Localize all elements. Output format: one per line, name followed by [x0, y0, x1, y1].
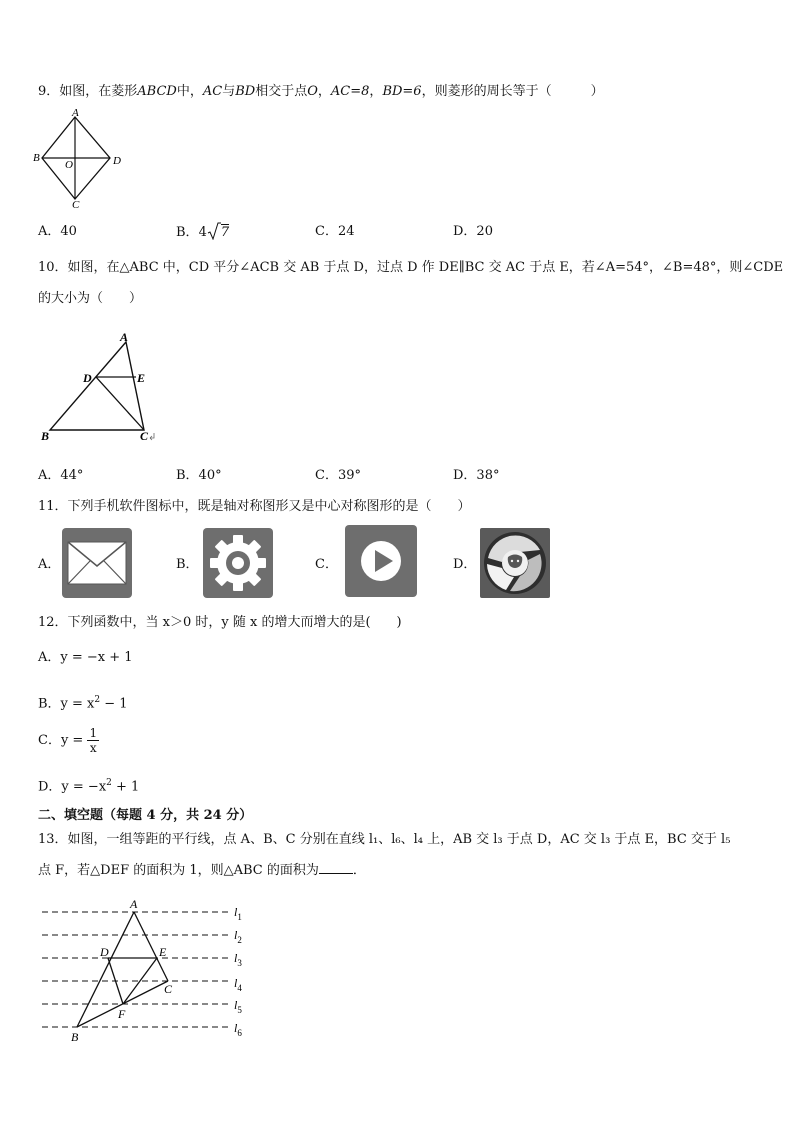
q9-text-part: ，则菱形的周长等于（ ） [421, 84, 604, 99]
exponent: 2 [94, 695, 101, 705]
play-icon[interactable] [345, 525, 417, 597]
label-l5: $l_5$ [234, 998, 242, 1015]
q12-option-d[interactable] [38, 773, 139, 797]
label-e: E [137, 371, 146, 385]
label-l3: $l_3$ [234, 951, 242, 968]
q9-text-part: ， [317, 84, 331, 99]
q9-text-part: 如图，在菱形 [59, 84, 138, 99]
q9-text-part: ABCD [137, 84, 177, 99]
gear-icon[interactable] [203, 528, 273, 598]
segment-ef [123, 958, 157, 1004]
question-13-line2 [38, 861, 366, 881]
q12-option-a[interactable]: A．y = −x + 1 [38, 650, 133, 665]
q10-option-b[interactable]: B．40° [176, 468, 222, 483]
section-title: 二、填空题（每题 4 分，共 24 分） [38, 808, 253, 823]
label-a: A [120, 330, 129, 344]
denominator: x [89, 741, 97, 755]
segment-df [108, 958, 123, 1004]
question-11-text: 11．下列手机软件图标中，既是轴对称图形又是中心对称图形的是（ ） [38, 499, 471, 514]
option-label: B． [176, 225, 199, 240]
q11-option-a-label[interactable]: A． [38, 557, 61, 572]
exponent: 2 [106, 778, 112, 788]
label-b: B [71, 1030, 79, 1044]
option-text: D．y = −x [38, 779, 107, 795]
q9-text-part: AC [202, 84, 223, 99]
sqrt-sign-icon [207, 222, 221, 240]
q11-option-b-label[interactable]: B． [176, 557, 199, 572]
q10-option-d[interactable]: D．38° [453, 468, 500, 483]
answer-blank[interactable] [319, 861, 353, 874]
q9-text-part: 与 [222, 84, 236, 99]
question-number: 9． [38, 84, 60, 99]
label-l4: $l_4$ [234, 976, 242, 993]
triangle-abc [50, 342, 144, 430]
label-b: B [33, 152, 40, 164]
radicand: 7 [220, 225, 230, 240]
label-a: A [130, 897, 138, 911]
label-d: D [83, 371, 92, 385]
parallel-lines-figure [38, 895, 268, 1045]
question-10-line2: 的大小为（ ） [38, 291, 143, 306]
numerator: 1 [89, 726, 98, 740]
q9-text-part: ， [369, 84, 383, 99]
option-text: + 1 [111, 779, 140, 795]
q9-text-part: 中， [176, 84, 203, 99]
label-c: C [164, 982, 173, 996]
q13-text-part: ． [352, 863, 366, 878]
question-10-line1: 10．如图，在△ABC 中，CD 平分∠ACB 交 AB 于点 D，过点 D 作 DE∥BC 交 AC 于点 E，若∠A=54°，∠B=48°，则∠CDE [38, 260, 784, 275]
q9-option-d[interactable]: D．20 [453, 224, 493, 239]
q9-text-part: 相交于点 [255, 84, 308, 99]
rhombus-figure [32, 108, 127, 208]
q11-option-d-label[interactable]: D． [453, 557, 477, 572]
label-l2: $l_2$ [234, 928, 242, 945]
label-l1: $l_1$ [234, 905, 242, 922]
q10-option-c[interactable]: C．39° [315, 468, 361, 483]
label-d: D [113, 155, 121, 167]
question-13-line1: 13．如图，一组等距的平行线，点 A、B、C 分别在直线 l₁、l₆、l₄ 上，AB 交 l₃ 于点 D，AC 交 l₃ 于点 E，BC 交于 l₅ [38, 832, 731, 847]
triangle-figure [38, 330, 168, 445]
segment-ab [77, 912, 134, 1027]
q9-text-part: BD=6 [382, 84, 422, 99]
label-b: B [41, 429, 50, 443]
question-9-text [38, 82, 604, 102]
label-f: F [118, 1007, 126, 1021]
question-12-text: 12．下列函数中，当 x＞0 时，y 随 x 的增大而增大的是( ) [38, 615, 402, 630]
q13-text-part: 点 F，若△DEF 的面积为 1，则△ABC 的面积为 [38, 863, 319, 878]
option-text: B．y = x [38, 696, 95, 712]
option-text: C．y = [38, 733, 88, 748]
q9-option-a[interactable]: A．40 [38, 224, 77, 239]
browser-icon[interactable] [480, 528, 550, 598]
q9-text-part: BD [235, 84, 256, 99]
q9-text-part: AC=8 [330, 84, 370, 99]
label-o: O [65, 159, 73, 171]
return-mark-icon [150, 433, 154, 440]
q11-option-c-label[interactable]: C． [315, 557, 338, 572]
q9-option-c[interactable]: C．24 [315, 224, 355, 239]
label-l6: $l_6$ [234, 1021, 242, 1038]
coefficient: 4 [198, 225, 207, 240]
mail-icon[interactable] [62, 528, 132, 598]
q12-option-c[interactable] [38, 724, 99, 758]
q9-option-b[interactable] [176, 222, 229, 243]
q10-option-a[interactable]: A．44° [38, 468, 84, 483]
label-e: E [159, 945, 167, 959]
q12-option-b[interactable] [38, 690, 128, 714]
label-c: C [72, 199, 80, 208]
label-c: C [140, 429, 149, 443]
label-d: D [100, 945, 109, 959]
fraction [87, 726, 99, 755]
label-a: A [72, 108, 79, 119]
q9-text-part: O [307, 84, 318, 99]
option-text: − 1 [100, 696, 128, 712]
